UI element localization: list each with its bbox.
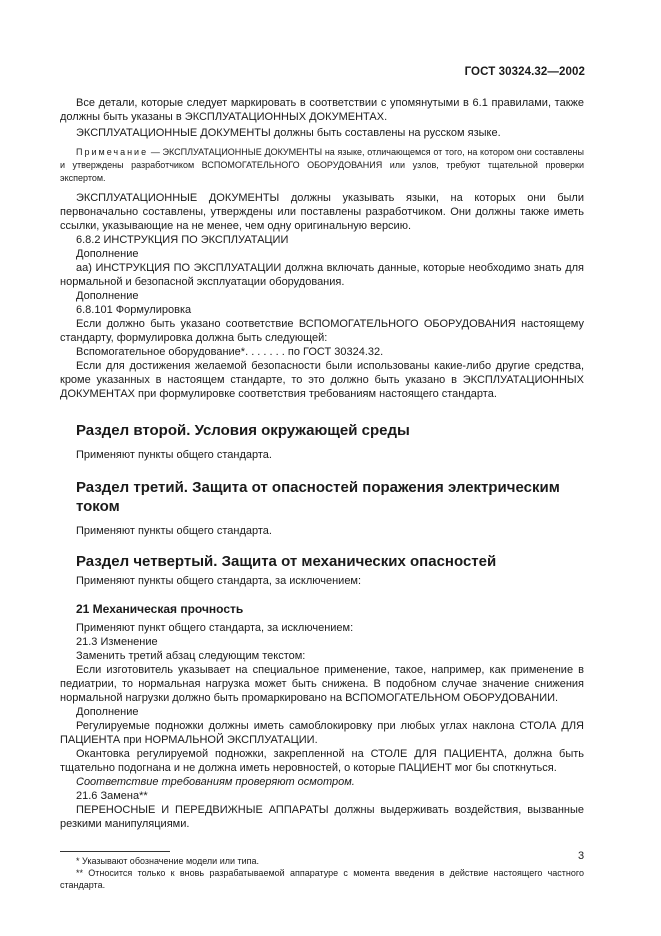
paragraph: ЭКСПЛУАТАЦИОННЫЕ ДОКУМЕНТЫ должны быть составлены на русском языке. <box>76 127 501 139</box>
paragraph: Применяют пункты общего стандарта. <box>76 449 272 461</box>
page-number: 3 <box>578 850 585 862</box>
paragraph: аа) ИНСТРУКЦИЯ ПО ЭКСПЛУАТАЦИИ должна включать данные, которые необходимо знать для нормальной и безопасной эксплуатации оборудования. <box>60 262 584 288</box>
paragraph: Если для достижения желаемой безопасности были использованы какие-либо другие средства, кроме указанных в настоящем стандарте, то это должно быть указано в ЭКСПЛУАТАЦИОННЫХ ДОКУМЕНТАХ при формулировке соответствия требованиям настоящего стандарта. <box>60 360 584 400</box>
note <box>60 146 584 185</box>
paragraph: Окантовка регулируемой подножки, закрепленной на СТОЛЕ ДЛЯ ПАЦИЕНТА, должна быть тщательно подогнана и не должна иметь неровностей, о которые ПАЦИЕНТ мог бы споткнуться. <box>60 748 584 774</box>
footnote-separator <box>60 851 170 852</box>
paragraph: Дополнение <box>76 248 139 260</box>
paragraph: Применяют пункты общего стандарта, за исключением: <box>76 575 362 587</box>
paragraph: Заменить третий абзац следующим текстом: <box>76 650 306 662</box>
paragraph: Все детали, которые следует маркировать в соответствии с упомянутыми в 6.1 правилами, также должны быть указаны в ЭКСПЛУАТАЦИОННЫХ ДОКУМЕНТАХ. <box>60 97 584 123</box>
paragraph: Регулируемые подножки должны иметь самоблокировку при любых углах наклона СТОЛА ДЛЯ ПАЦИЕНТА при НОРМАЛЬНОЙ ЭКСПЛУАТАЦИИ. <box>60 720 584 746</box>
paragraph: Вспомогательное оборудование*. . . . . . . по ГОСТ 30324.32. <box>76 346 384 358</box>
paragraph: Если изготовитель указывает на специальное применение, такое, например, как применение в педиатрии, то нормальная нагрузка может быть снижена. В подобном случае значение снижения нормальной нагрузки должно быть промаркировано на ВСПОМОГАТЕЛЬНОМ ОБОРУДОВАНИИ. <box>60 664 584 704</box>
compliance-statement: Соответствие требованиям проверяют осмотром. <box>76 776 355 788</box>
subclause-heading: 6.8.101 Формулировка <box>76 304 192 316</box>
paragraph: ЭКСПЛУАТАЦИОННЫЕ ДОКУМЕНТЫ должны указывать языки, на которых они были первоначально составлены, утверждены или поставлены разработчиком. Они должны также иметь ссылки, указывающие на не менее, чем одну оригинальную версию. <box>60 192 584 232</box>
paragraph: Применяют пункт общего стандарта, за исключением: <box>76 622 354 634</box>
subclause-heading: 21.6 Замена** <box>76 790 148 802</box>
note-text: — ЭКСПЛУАТАЦИОННЫЕ ДОКУМЕНТЫ на языке, отличающемся от того, на котором они составлены и утверждены разработчиком ВСПОМОГАТЕЛЬНОГО ОБОРУДОВАНИЯ или узлов, требуют тщательной проверки экспертом. <box>60 147 584 183</box>
paragraph: Если должно быть указано соответствие ВСПОМОГАТЕЛЬНОГО ОБОРУДОВАНИЯ настоящему стандарту, формулировка должна быть следующей: <box>60 318 584 344</box>
paragraph: Применяют пункты общего стандарта. <box>76 525 272 537</box>
paragraph: Дополнение <box>76 290 139 302</box>
subclause-heading: 6.8.2 ИНСТРУКЦИЯ ПО ЭКСПЛУАТАЦИИ <box>76 234 289 246</box>
section-heading: Раздел второй. Условия окружающей среды <box>76 422 410 439</box>
paragraph: Дополнение <box>76 706 139 718</box>
paragraph: ПЕРЕНОСНЫЕ И ПЕРЕДВИЖНЫЕ АППАРАТЫ должны выдерживать воздействия, вызванные резкими манипуляциями. <box>60 804 584 830</box>
footnote: * Указывают обозначение модели или типа. <box>76 856 260 866</box>
note-label: Примечание <box>76 147 149 157</box>
clause-heading: 21 Механическая прочность <box>76 602 244 616</box>
page-body <box>60 96 584 891</box>
section-heading: Раздел третий. Защита от опасностей поражения электрическим током <box>76 479 560 515</box>
section-heading: Раздел четвертый. Защита от механических опасностей <box>76 553 497 570</box>
subclause-heading: 21.3 Изменение <box>76 636 158 648</box>
footnote: ** Относится только к вновь разрабатываемой аппаратуре с момента введения в действие настоящего частного стандарта. <box>60 868 584 890</box>
document-header: ГОСТ 30324.32—2002 <box>464 66 585 78</box>
